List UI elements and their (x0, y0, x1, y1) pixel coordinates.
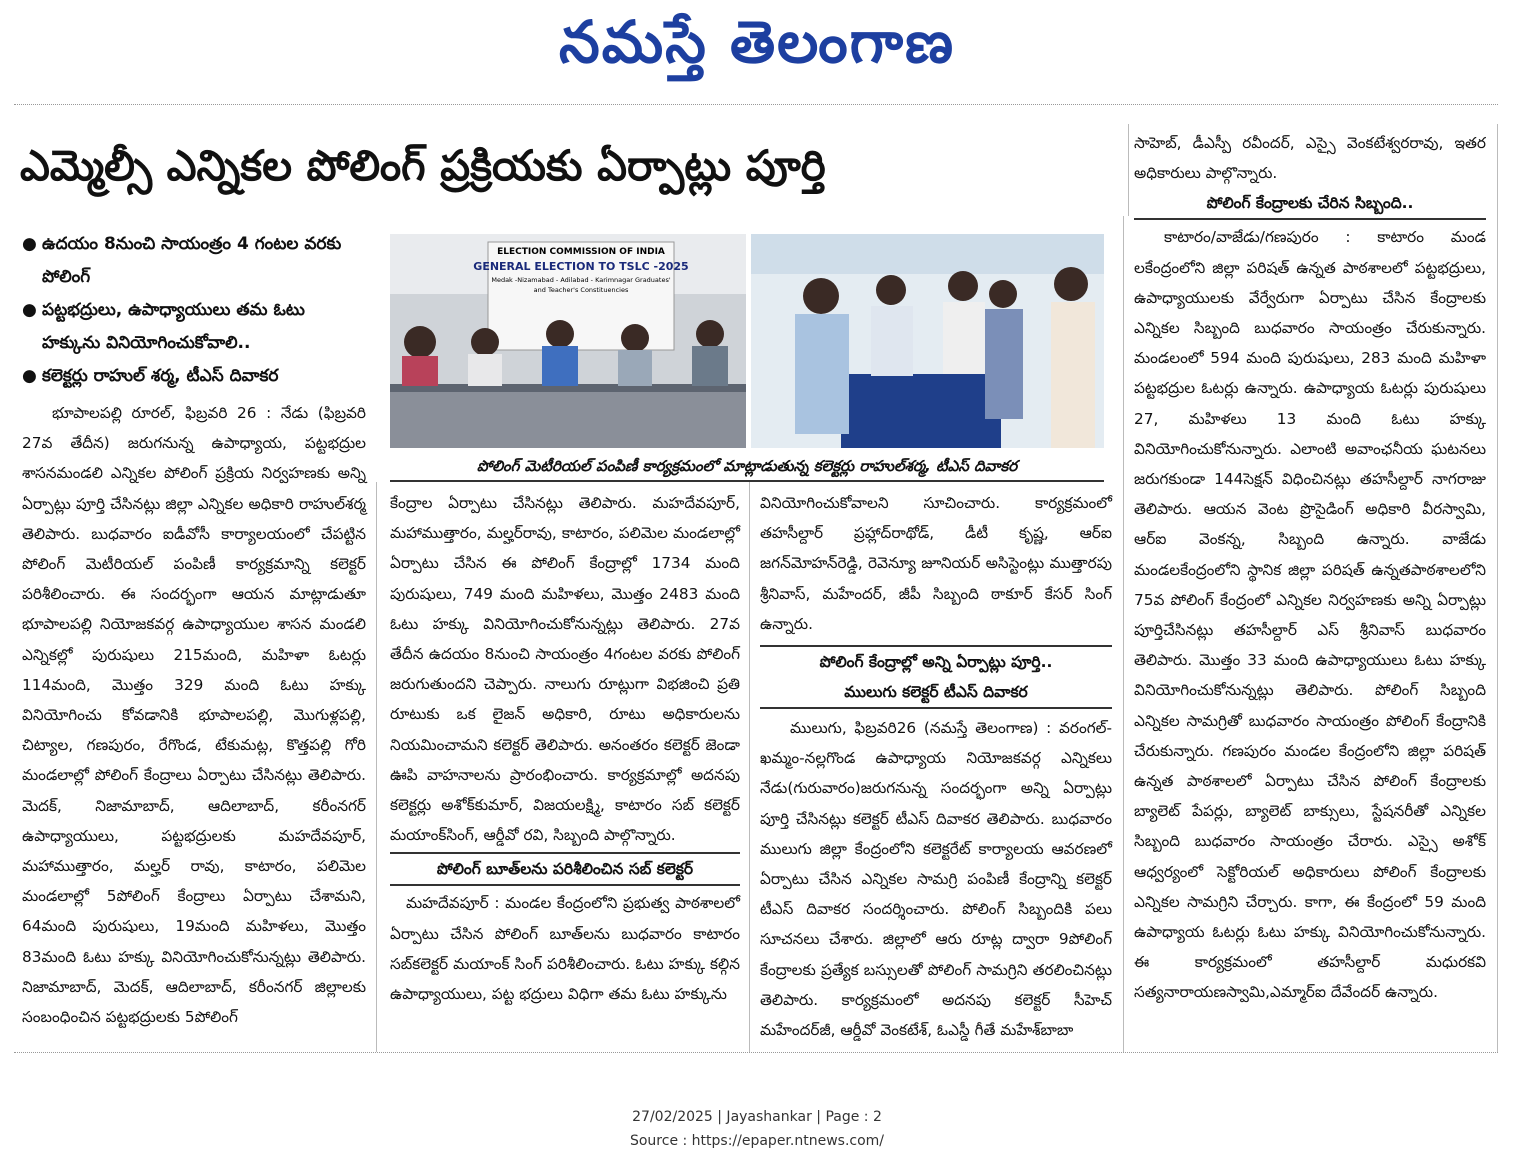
article-paragraph: కాటారం/వాజేడు/గణపురం : కాటారం మండ లకేంద్రంలోని జిల్లా పరిషత్ ఉన్నత పాఠశాలలో పట్టభద్రులు, ఉపాధ్యాయులకు వేర్వేరుగా ఏర్పాటు చేసిన కేంద్రాలకు ఎన్నికల సిబ్బంది బుధవారం సాయంత్రం చేరుకున్నారు. మండలంలో 594 మంది పురుషులు, 283 మంది మహిళా పట్టభద్రుల ఓటర్లు ఉన్నారు. ఉపాధ్యాయ ఓటర్లు పురుషులు 27, మహిళలు 13 మంది ఓటు హక్కు వినియోగించుకోనున్నారు. ఎలాంటి అవాంఛనీయ ఘటనలు జరుగకుండా 144సెక్షన్ విధించినట్లు తహసీల్దార్ నాగరాజు తెలిపారు. ఆయన వెంట ప్రొసైడింగ్ అధికారి వీరస్వామి, ఆర్ఐ వెంకన్న, సిబ్బంది ఉన్నారు. వాజేడు మండలకేంద్రంలోని స్థానిక జిల్లా పరిషత్ ఉన్నతపాఠశాలలోని 75వ పోలింగ్ కేంద్రంలో ఎన్నికల నిర్వహణకు అన్ని ఏర్పాట్లు పూర్తిచేసినట్లు తహసీల్దార్ ఎస్ శ్రీనివాస్ బుధవారం తెలిపారు. మొత్తం 33 మంది ఉపాధ్యాయులు ఓటు హక్కు వినియోగించుకోనున్నట్లు తెలిపారు. పోలింగ్ సిబ్బంది ఎన్నికల సామగ్రితో బుధవారం సాయంత్రం పోలింగ్ కేంద్రానికి చేరుకున్నారు. గణపురం మండల కేంద్రంలోని జిల్లా పరిషత్ ఉన్నత పాఠశాలలో ఏర్పాటు చేసిన పోలింగ్ కేంద్రాలకు బ్యాలెట్ పేపర్లు, బ్యాలెట్ బాక్సులు, స్టేషనరీతో ఎన్నికల సిబ్బంది బుధవారం సాయంత్రం చేరారు. ఎస్సై అశోక్ ఆధ్వర్యంలో సెక్టోరియల్ అధికారులు పోలింగ్ కేంద్రాలకు ఎన్నికల సామగ్రిని చేర్చారు. కాగా, ఈ కేంద్రంలో 59 మంది ఉపాధ్యాయ ఓటర్లు ఓటు హక్కు వినియోగించుకోనున్నారు. ఈ కార్యక్రమంలో తహసీల్దార్ మధురకవి సత్యనారాయణస్వామి,ఎమ్మార్ఐ దేవేందర్ ఉన్నారు. (1134, 228, 1486, 1002)
footer-dateline: 27/02/2025 | Jayashankar | Page : 2 (632, 1109, 882, 1125)
banner-line2: GENERAL ELECTION TO TSLC -2025 (473, 260, 689, 273)
article-paragraph: మహదేవపూర్ : మండల కేంద్రంలోని ప్రభుత్వ పాఠశాలలో ఏర్పాటు చేసిన పోలింగ్ బూత్‌లను బుధవారం కాటారం సబ్‌కలెక్టర్ మయాంక్ సింగ్ పరిశీలించారు. ఓటు హక్కు కల్గిన ఉపాధ్యాయులు, పట్ట భద్రులు విధిగా తమ ఓటు హక్కును (390, 894, 740, 1004)
photo-inspection (751, 234, 1104, 448)
column-divider (749, 482, 750, 1052)
subheading: ములుగు కలెక్టర్ టీఎస్ దివాకర (760, 677, 1112, 709)
photo-meeting (390, 234, 746, 448)
subheading: పోలింగ్ కేంద్రాల్లో అన్ని ఏర్పాట్లు పూర్తి.. (760, 645, 1112, 677)
headline: ఎమ్మెల్సీ ఎన్నికల పోలింగ్ ప్రక్రియకు ఏర్పాట్లు పూర్తి (20, 141, 826, 190)
article-column-1 (22, 398, 366, 1032)
highlights-list (22, 228, 367, 393)
banner-line1: ELECTION COMMISSION OF INDIA (497, 247, 665, 257)
subheading: పోలింగ్ బూత్‌లను పరిశీలించిన సబ్ కలెక్టర్ (390, 852, 740, 886)
highlight-item: ● పట్టభద్రులు, ఉపాధ్యాయులు తమ ఓటు హక్కును వినియోగించుకోవాలి.. (22, 300, 305, 353)
article-paragraph: సాహెబ్, డీఎస్పీ రవీందర్, ఎస్సై వెంకటేశ్వరరావు, ఇతర అధికారులు పాల్గొన్నారు. (1134, 134, 1486, 183)
masthead-divider (14, 104, 1498, 105)
article-paragraph: కేంద్రాల ఏర్పాటు చేసినట్లు తెలిపారు. మహదేవపూర్, మహాముత్తారం, మల్హర్‌రావు, కాటారం, పలిమెల మండలాల్లో ఏర్పాటు చేసిన ఈ పోలింగ్ కేంద్రాల్లో 1734 మంది పురుషులు, 749 మంది మహిళలు, మొత్తం 2483 మంది ఓటు హక్కు వినియోగించుకోనున్నట్లు తెలిపారు. 27వ తేదీన ఉదయం 8నుంచి సాయంత్రం 4గంటల వరకు పోలింగ్ జరుగుతుందని చెప్పారు. నాలుగు రూట్లుగా విభజించి ప్రతి రూటుకు ఒక లైజన్ అధికారి, రూటు అధికారులను నియమించామని కలెక్టర్ తెలిపారు. అనంతరం కలెక్టర్ జెండా ఊపి వాహనాలను ప్రారంభించారు. కార్యక్రమాల్లో అదనపు కలెక్టర్లు అశోక్‌కుమార్, విజయలక్ష్మి, కాటారం సబ్ కలెక్టర్ మయాంక్‌సింగ్, ఆర్డీవో రవి, సిబ్బంది పాల్గొన్నారు. (390, 494, 740, 845)
highlight-item: ● ఉదయం 8నుంచి సాయంత్రం 4 గంటల వరకు పోలింగ్ (22, 234, 342, 287)
article-paragraph: వినియోగించుకోవాలని సూచించారు. కార్యక్రమంలో తహసీల్దార్ ప్రహ్లాద్‌రాథోడ్, డీటీ కృష్ణ, ఆర్ఐ జగన్‌మోహన్‌రెడ్డి, రెవెన్యూ జూనియర్ అసిస్టెంట్లు ముత్తారపు శ్రీనివాస్, మహేందర్, జీపీ సిబ్బంది ఠాకూర్ కేసర్ సింగ్ ఉన్నారు. (760, 494, 1112, 633)
photo-caption: పోలింగ్ మెటీరియల్ పంపిణీ కార్యక్రమంలో మాట్లాడుతున్న కలెక్టర్లు రాహుల్‌శర్మ, టీఎస్ దివాకర (390, 452, 1104, 482)
article-column-3 (760, 488, 1112, 1045)
subheading: పోలింగ్ కేంద్రాలకు చేరిన సిబ్బంది.. (1134, 188, 1486, 220)
banner-line4: and Teacher's Constituencies (533, 286, 629, 294)
footer-source: Source : https://epaper.ntnews.com/ (629, 1133, 885, 1149)
column-divider (1128, 124, 1129, 216)
masthead: నమస్తే తెలంగాణ (559, 8, 955, 76)
column-divider (1497, 124, 1498, 1052)
article-paragraph: భూపాలపల్లి రూరల్, ఫిబ్రవరి 26 : నేడు (ఫిబ్రవరి 27వ తేదీన) జరుగనున్న ఉపాధ్యాయ, పట్టభద్రుల శాసనమండలి ఎన్నికల పోలింగ్ ప్రక్రియ నిర్వహణకు అన్ని ఏర్పాట్లు పూర్తి చేసినట్లు జిల్లా ఎన్నికల అధికారి రాహుల్‌శర్మ తెలిపారు. బుధవారం ఐడీవోసీ కార్యాలయంలో చేపట్టిన పోలింగ్ మెటీరియల్ పంపిణీ కార్యక్రమాన్ని కలెక్టర్ పరిశీలించారు. ఈ సందర్భంగా ఆయన మాట్లాడుతూ భూపాలపల్లి నియోజకవర్గ ఉపాధ్యాయుల శాసన మండలి ఎన్నికల్లో పురుషులు 215మంది, మహిళా ఓటర్లు 114మంది, మొత్తం 329 మంది ఓటు హక్కు వినియోగించు కోవడానికి భూపాలపల్లి, మొగుళ్లపల్లి, చిట్యాల, గణపురం, రేగొండ, టేకుమట్ల, కొత్తపల్లి గోరి మండలాల్లో పోలింగ్ కేంద్రాలు ఏర్పాటు చేసినట్లు తెలిపారు. మెదక్, నిజామాబాద్, ఆదిలాబాద్, కరీంనగర్ ఉపాధ్యాయులు, పట్టభద్రులకు మహదేవపూర్, మహాముత్తారం, మల్హర్ రావు, కాటారం, పలిమెల మండలాల్లో 5పోలింగ్ కేంద్రాలు ఏర్పాటు చేశామని, 64మంది పురుషులు, 19మంది మహిళలు, మొత్తం 83మంది ఓటు హక్కు వినియోగించుకోనున్నట్లు తెలిపారు. నిజామాబాద్, మెదక్, ఆదిలాబాద్, కరీంనగర్ జిల్లాలకు సంబంధించిన పట్టభద్రులకు 5పోలింగ్ (22, 404, 366, 1027)
article-column-2 (390, 488, 740, 1009)
column-divider (376, 482, 377, 1052)
article-column-4 (1134, 128, 1486, 1008)
column-divider (1123, 216, 1124, 1052)
highlight-item: ● కలెక్టర్లు రాహుల్ శర్మ, టీఎస్ దివాకర (22, 366, 279, 386)
bottom-divider (14, 1052, 1498, 1053)
banner-line3: Medak -Nizamabad - Adilabad - Karimnagar Graduates' (491, 276, 671, 284)
article-paragraph: ములుగు, ఫిబ్రవరి26 (నమస్తే తెలంగాణ) : వరంగల్-ఖమ్మం-నల్లగొండ ఉపాధ్యాయ నియోజకవర్గ ఎన్నికలు నేడు(గురువారం)జరుగనున్న సందర్భంగా అన్ని ఏర్పాట్లు పూర్తి చేసినట్లు కలెక్టర్ టీఎస్ దివాకర తెలిపారు. బుధవారం ములుగు జిల్లా కేంద్రంలోని కలెక్టరేట్ కార్యాలయ ఆవరణలో ఏర్పాటు చేసిన ఎన్నికల సామగ్రి పంపిణీ కేంద్రాన్ని కలెక్టర్ టీఎస్ దివాకర సందర్శించారు. పోలింగ్ సిబ్బందికి పలు సూచనలు చేశారు. జిల్లాలో ఆరు రూట్ల ద్వారా 9పోలింగ్ కేంద్రాలకు ప్రత్యేక బస్సులతో పోలింగ్ సామగ్రిని తరలించినట్లు తెలిపారు. కార్యక్రమంలో అదనపు కలెక్టర్ సీహెచ్ మహేందర్‌జీ, ఆర్డీవో వెంకటేశ్, ఓఎస్డీ గీతే మహేశ్‌బాబా (760, 719, 1112, 1040)
